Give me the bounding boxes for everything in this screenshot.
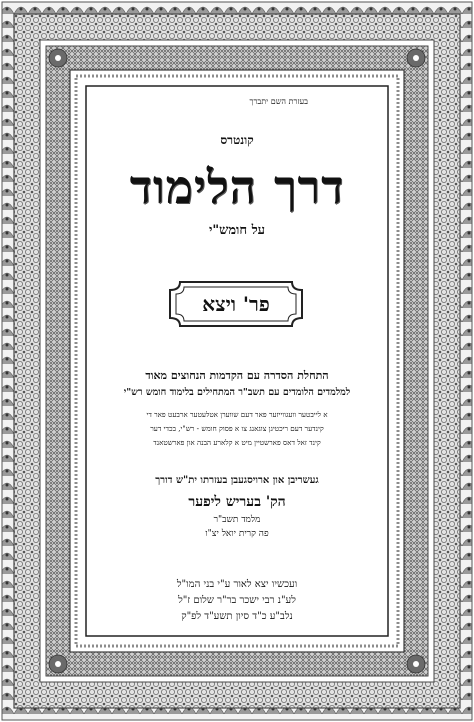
parsha-name: פר' ויצא — [202, 291, 270, 316]
blessing-text: בעזרת השם יתברך — [249, 97, 308, 106]
description-line-2: קינדער דעם ריכטיגן צוגאנג צו א פסוק חומש - רש"י, בכדי דער — [150, 424, 324, 433]
publication-line-3: נלב"ע כ"ד סיון תשע"ד לפ"ק — [181, 611, 293, 622]
author-place: פה קרית יואל יצ"ו — [205, 529, 269, 539]
intro-line-1: התחלת הסדרה עם הקדמות הנחוצים מאוד — [145, 369, 329, 382]
author-role: מלמד תשב"ר — [213, 515, 261, 525]
book-subtitle: על חומש"י — [208, 223, 266, 238]
intro-line-2: למלמדים הלומדים עם תשב"ר המתחילים בלימוד חומש רש"י — [123, 387, 351, 398]
description-line-1: א לייבטער וועגווייזער פאר דעם שווערן אטלעטער ארבעט פאר די — [146, 410, 328, 419]
title-page — [88, 88, 386, 634]
publication-line-2: לע"נ רבי ישכר בר"ר שלום ז"ל — [178, 595, 296, 606]
written-by-text: געשריבן און ארויסגעבן בעזרתו ית"ש דורך — [155, 475, 319, 486]
author-name: הק' בעריש ליפער — [188, 494, 286, 510]
description-line-3: קינד זאל דאס פארשטיין מיט א קלארע הבנה און פארשטאנד — [153, 438, 321, 447]
publication-line-1: ועכשיו יצא לאור ע"י בני המו"ל — [176, 579, 298, 590]
kuntres-label: קונטרס — [220, 133, 254, 147]
book-title: דרך הלימוד — [129, 160, 345, 214]
